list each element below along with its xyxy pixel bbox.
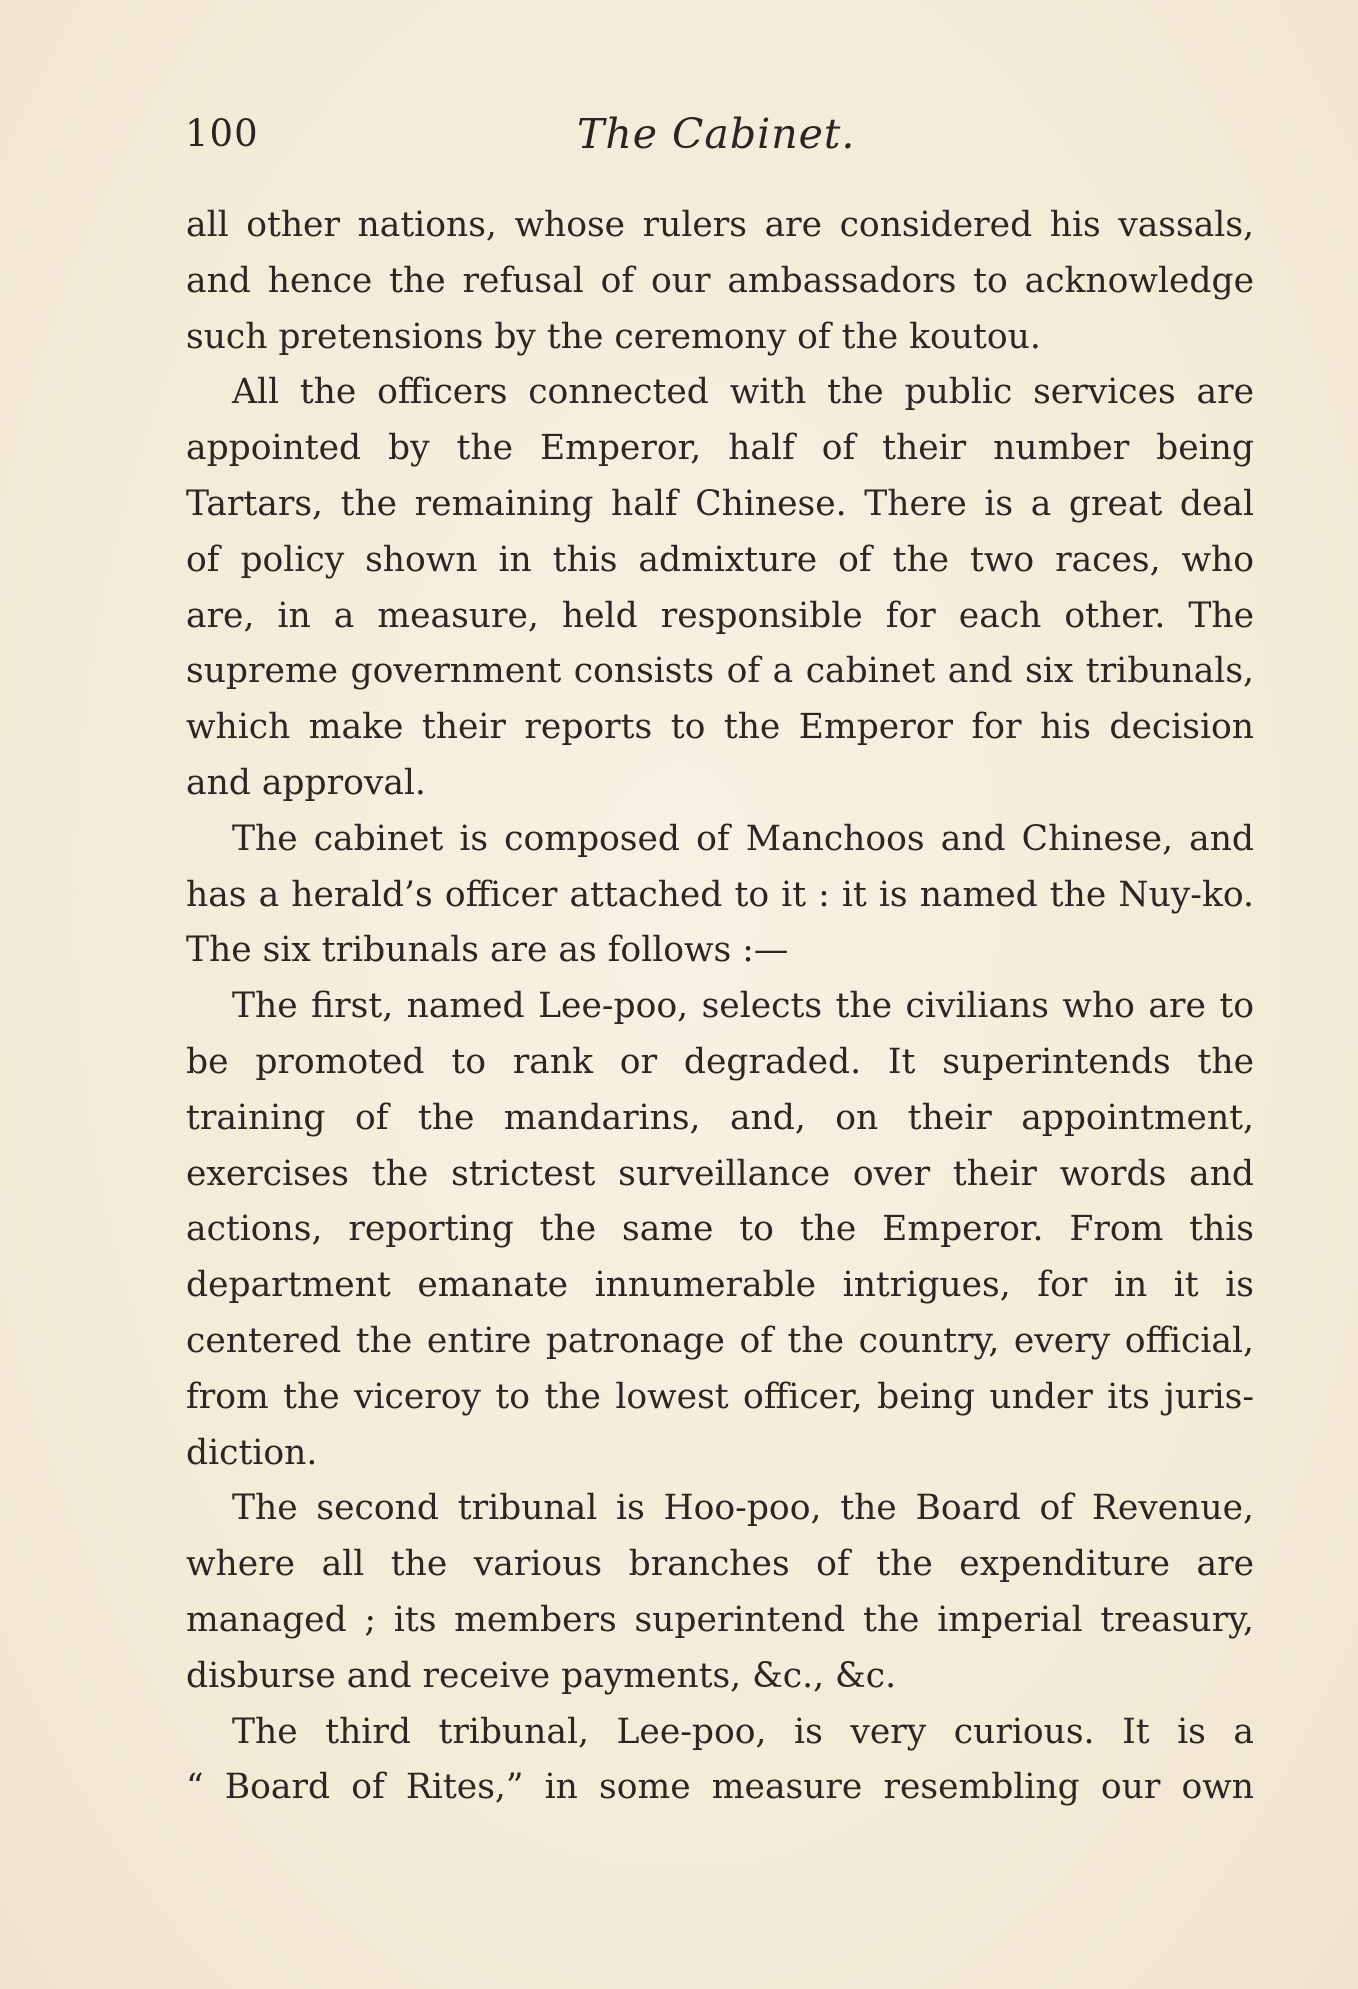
text-line: The third tribunal, Lee-poo, is very curious. It is a — [232, 1711, 1254, 1752]
text-line: Tartars, the remaining half Chinese. There is a great deal — [186, 483, 1254, 524]
text-line: appointed by the Emperor, half of their number being — [186, 428, 1254, 469]
text-line: “ Board of Rites,” in some measure resembling our own — [186, 1767, 1254, 1808]
text-line: all other nations, whose rulers are considered his vassals, — [186, 205, 1254, 245]
text-line: disburse and receive payments, &c., &c. — [186, 1655, 897, 1696]
text-line: The second tribunal is Hoo-poo, the Board of Revenue, — [232, 1488, 1254, 1529]
text-line: The six tribunals are as follows :— — [186, 930, 789, 971]
text-line: The first, named Lee-poo, selects the civilians who are to — [232, 986, 1254, 1027]
text-line: diction. — [186, 1432, 318, 1473]
text-line: of policy shown in this admixture of the two races, who — [186, 539, 1254, 580]
text-line: All the officers connected with the public services are — [232, 372, 1254, 413]
text-line: managed ; its members superintend the imperial treasury, — [186, 1599, 1254, 1640]
text-line: are, in a measure, held responsible for each other. The — [186, 595, 1254, 636]
page-number: 100 — [185, 112, 259, 155]
running-title: The Cabinet. — [577, 110, 856, 158]
text-line: from the viceroy to the lowest officer, being under its juris- — [186, 1376, 1254, 1417]
text-line: and approval. — [186, 762, 426, 803]
text-line: such pretensions by the ceremony of the koutou. — [186, 316, 1041, 357]
text-line: training of the mandarins, and, on their appointment, — [186, 1097, 1254, 1138]
body-text — [186, 198, 1254, 1816]
text-line: where all the various branches of the expenditure are — [186, 1544, 1254, 1585]
text-line: supreme government consists of a cabinet and six tribunals, — [186, 651, 1254, 692]
running-head — [185, 112, 1259, 172]
text-line: which make their reports to the Emperor for his decision — [186, 707, 1254, 748]
text-line: centered the entire patronage of the country, every official, — [186, 1320, 1254, 1361]
text-line: actions, reporting the same to the Emperor. From this — [186, 1209, 1254, 1250]
text-line: The cabinet is composed of Manchoos and Chinese, and — [232, 818, 1254, 859]
text-line: department emanate innumerable intrigues, for in it is — [186, 1265, 1254, 1306]
text-line: be promoted to rank or degraded. It superintends the — [186, 1041, 1254, 1082]
text-line: exercises the strictest surveillance over their words and — [186, 1153, 1254, 1194]
text-line: and hence the refusal of our ambassadors to acknowledge — [186, 260, 1254, 301]
text-line: has a herald’s officer attached to it : it is named the Nuy-ko. — [186, 874, 1254, 915]
